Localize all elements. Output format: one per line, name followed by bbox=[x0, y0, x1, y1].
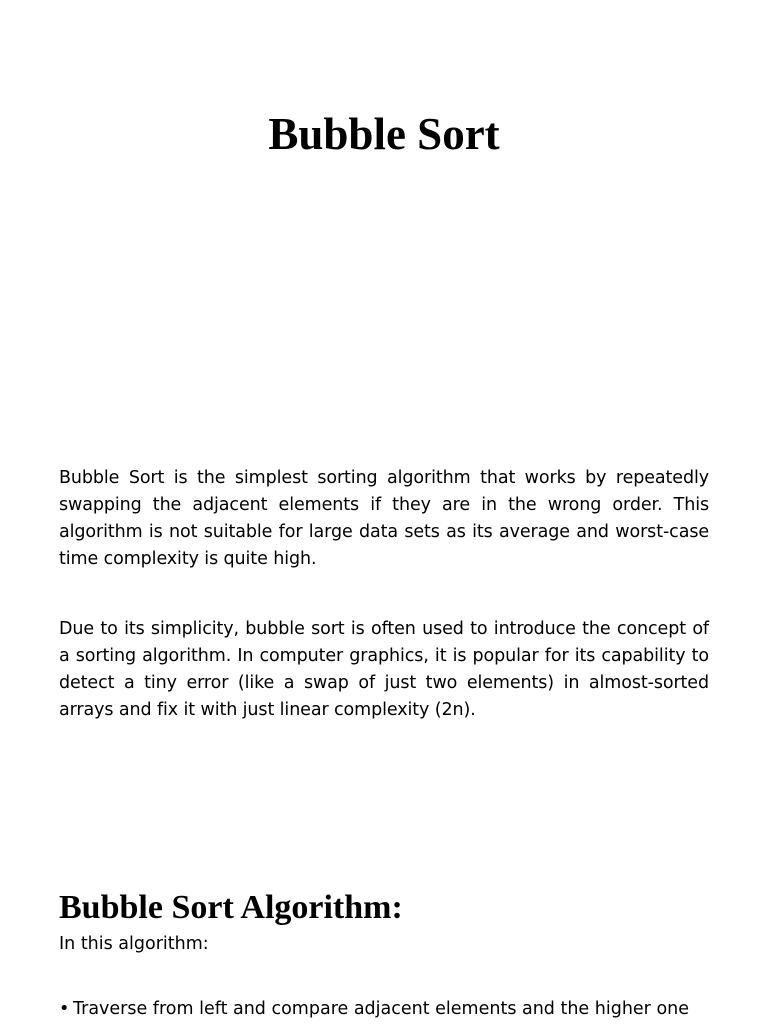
page-title: Bubble Sort bbox=[268, 109, 500, 159]
section-heading: Bubble Sort Algorithm: bbox=[59, 889, 403, 926]
list-item bbox=[59, 996, 739, 1023]
bullet-icon: • bbox=[59, 999, 70, 1019]
simplicity-paragraph: Due to its simplicity, bubble sort is often used to introduce the concept of a sorting algorithm. In computer graphics, it is popular for its capability to detect a tiny error (like a swap of just two elements) in almost-sorted arrays and fix it with just linear complexity (2n). bbox=[59, 619, 709, 720]
list-item-text: Traverse from left and compare adjacent elements and the higher one bbox=[73, 999, 690, 1019]
section-intro: In this algorithm: bbox=[59, 934, 209, 954]
intro-paragraph: Bubble Sort is the simplest sorting algorithm that works by repeatedly swapping the adjacent elements if they are in the wrong order. This algorithm is not suitable for large data sets as its average and worst-case time complexity is quite high. bbox=[59, 468, 709, 569]
